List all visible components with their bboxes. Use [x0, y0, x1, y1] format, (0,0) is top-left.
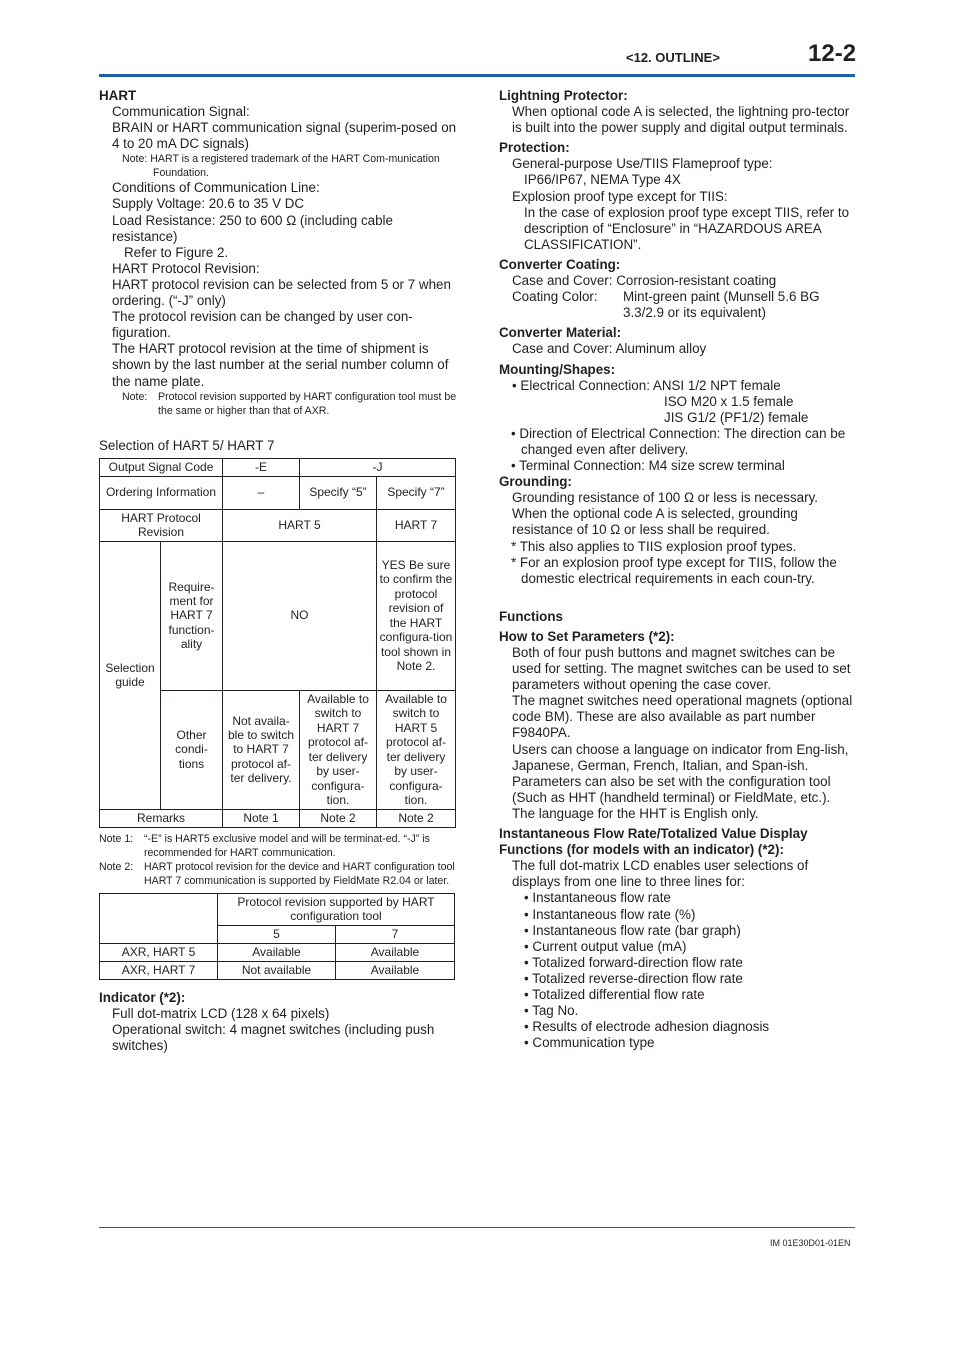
cell-axr-hart5-5: Available	[218, 943, 336, 961]
document-id: IM 01E30D01-01EN	[770, 1238, 851, 1248]
protocol-rev-text2: The protocol revision can be changed by user con-figuration.	[112, 309, 413, 341]
grounding-text: Grounding resistance of 100 Ω or less is necessary. When the optional code A is selected, grounding resistance of 10 Ω or less shall be required.	[512, 490, 818, 538]
list-item: • Totalized reverse-direction flow rate	[524, 970, 743, 986]
note1-text: “-E” is HART5 exclusive model and will be terminat-ed. “-J” is recommended for HART communication.	[144, 832, 430, 859]
list-item: • Current output value (mA)	[524, 938, 687, 954]
note1	[99, 832, 459, 860]
cell-specify-7: Specify “7”	[377, 476, 456, 509]
indicator-heading: Indicator (*2):	[99, 989, 186, 1005]
note2-label: Note 2:	[99, 860, 134, 873]
coating-color	[499, 289, 855, 321]
display-heading: Instantaneous Flow Rate/Totalized Value Display Functions (for models with an indicator) (*2):	[499, 826, 808, 858]
load-resistance: Load Resistance: 250 to 600 Ω (including cable resistance)	[112, 212, 393, 244]
cell-remark-e: Note 1	[223, 809, 300, 827]
list-item: • Instantaneous flow rate (%)	[524, 906, 696, 922]
cell-other-label: Other condi-tions	[161, 690, 223, 809]
mount-electrical-iso: ISO M20 x 1.5 female	[664, 393, 794, 409]
cell-remark-j5: Note 2	[300, 809, 377, 827]
cell-selection-guide: Selection guide	[100, 541, 161, 809]
protection-ip: IP66/IP67, NEMA Type 4X	[524, 172, 681, 188]
cell-blank	[100, 893, 218, 943]
cell-remarks: Remarks	[100, 809, 223, 827]
left-column	[99, 88, 459, 1054]
cell-col-7: 7	[336, 925, 455, 943]
comm-signal-label: Communication Signal:	[112, 104, 250, 120]
cell-config-header: Protocol revision supported by HART configuration tool	[218, 893, 455, 925]
coating-color-text: Mint-green paint (Munsell 5.6 BG 3.3/2.9 or its equivalent)	[623, 289, 820, 321]
display-intro: The full dot-matrix LCD enables user selections of displays from one line to three lines for:	[512, 858, 809, 890]
note2-text1: HART protocol revision for the device and HART configuration tool	[144, 860, 455, 873]
trademark-note: Note: HART is a registered trademark of the HART Com-munication Foundation.	[122, 153, 440, 180]
how-heading: How to Set Parameters (*2):	[499, 628, 675, 644]
list-item: • Results of electrode adhesion diagnosis	[524, 1019, 770, 1035]
supply-voltage: Supply Voltage: 20.6 to 35 V DC	[112, 196, 305, 212]
cell-hart5: HART 5	[223, 509, 377, 541]
protocol-rev-text3: The HART protocol revision at the time of shipment is shown by the last number at the serial number column of the name plate.	[112, 341, 449, 389]
indicator-lcd: Full dot-matrix LCD (128 x 64 pixels)	[112, 1005, 330, 1021]
cell-requirement-yes: YES Be sure to confirm the protocol revision of the HART configura-tion tool shown in Note 2.	[377, 541, 456, 690]
conditions-label: Conditions of Communication Line:	[112, 180, 320, 196]
coating-heading: Converter Coating:	[499, 256, 621, 272]
grounding-star1: * This also applies to TIIS explosion proof types.	[511, 538, 797, 554]
cell-col-5: 5	[218, 925, 336, 943]
config-note-label: Note:	[122, 390, 148, 403]
footer-rule	[99, 1227, 855, 1228]
protection-ex: Explosion proof type except for TIIS:	[512, 188, 728, 204]
list-item: • Instantaneous flow rate	[524, 890, 671, 906]
cell-code-e: -E	[223, 458, 300, 476]
table-row	[100, 541, 456, 690]
mount-electrical: • Electrical Connection: ANSI 1/2 NPT female	[512, 377, 781, 393]
mount-direction: • Direction of Electrical Connection: The direction can be changed even after delivery.	[511, 425, 846, 457]
coating-case: Case and Cover: Corrosion-resistant coating	[512, 273, 777, 289]
cell-ordering-info: Ordering Information	[100, 476, 223, 509]
how-text2: The magnet switches need operational magnets (optional code BM). These are also available as part number F9840PA.	[512, 693, 853, 741]
page-number: 12-2	[808, 40, 857, 67]
list-item: • Instantaneous flow rate (bar graph)	[524, 922, 741, 938]
mount-terminal: • Terminal Connection: M4 size screw terminal	[511, 458, 785, 474]
config-tool-table	[99, 893, 455, 980]
cell-code-j: -J	[300, 458, 456, 476]
config-note	[99, 390, 459, 418]
how-text3: Users can choose a language on indicator from Eng-lish, Japanese, German, French, Italian, and Span-ish. Parameters can also be set with the configuration tool (Such as HHT (handheld terminal) or FieldMate, etc.). The language for the HHT is English only.	[512, 741, 849, 821]
cell-other-e: Not availa-ble to switch to HART 7 protocol af-ter delivery.	[223, 690, 300, 809]
cell-other-j5: Available to switch to HART 7 protocol af-ter delivery by user-configura-tion.	[300, 690, 377, 809]
grounding-star2: * For an explosion proof type except for TIIS, follow the domestic electrical requirements in each coun-try.	[511, 554, 837, 586]
material-text: Case and Cover: Aluminum alloy	[512, 341, 707, 357]
cell-axr-hart7-7: Available	[336, 961, 455, 979]
protection-ex-text: In the case of explosion proof type except TIIS, refer to description of “Enclosure” in “HAZARDOUS AREA CLASSIFICATION”.	[524, 204, 850, 252]
table-row	[100, 809, 456, 827]
note2-text2: HART 7 communication is supported by FieldMate R2.04 or later.	[144, 874, 450, 887]
coating-color-label: Coating Color:	[512, 289, 598, 305]
material-heading: Converter Material:	[499, 325, 622, 341]
hart-selection-table	[99, 458, 456, 828]
lightning-text: When optional code A is selected, the lightning pro-tector is built into the power supply and digital output terminals.	[512, 104, 850, 136]
hart-heading: HART	[99, 88, 137, 103]
table-row	[100, 893, 455, 925]
protocol-rev-label: HART Protocol Revision:	[112, 260, 260, 276]
cell-ordering-e: –	[223, 476, 300, 509]
cell-axr-hart5: AXR, HART 5	[100, 943, 218, 961]
indicator-switch: Operational switch: 4 magnet switches (including push switches)	[112, 1021, 435, 1053]
cell-output-signal-code: Output Signal Code	[100, 458, 223, 476]
cell-requirement-no: NO	[223, 541, 377, 690]
list-item: • Tag No.	[524, 1003, 579, 1019]
table-row	[100, 961, 455, 979]
mounting-heading: Mounting/Shapes:	[499, 361, 616, 377]
cell-axr-hart5-7: Available	[336, 943, 455, 961]
list-item: • Communication type	[524, 1035, 655, 1051]
table-row	[100, 509, 456, 541]
note1-label: Note 1:	[99, 832, 134, 845]
list-item: • Totalized forward-direction flow rate	[524, 954, 743, 970]
cell-axr-hart7: AXR, HART 7	[100, 961, 218, 979]
note2	[99, 860, 459, 888]
cell-specify-5: Specify “5”	[300, 476, 377, 509]
table-row	[100, 476, 456, 509]
comm-signal-text: BRAIN or HART communication signal (superim-posed on 4 to 20 mA DC signals)	[112, 120, 457, 152]
cell-protocol-revision: HART Protocol Revision	[100, 509, 223, 541]
cell-other-j7: Available to switch to HART 5 protocol af-ter delivery by user-configura-tion.	[377, 690, 456, 809]
right-column	[499, 88, 855, 1051]
table-row	[100, 943, 455, 961]
config-note-text: Protocol revision supported by HART configuration tool must be the same or higher than that of AXR.	[158, 390, 457, 417]
lightning-heading: Lightning Protector:	[499, 88, 628, 103]
section-title: <12. OUTLINE>	[626, 50, 720, 65]
protection-heading: Protection:	[499, 140, 570, 156]
selection-title: Selection of HART 5/ HART 7	[99, 437, 275, 453]
cell-requirement-label: Require-ment for HART 7 function-ality	[161, 541, 223, 690]
header-rule	[99, 74, 855, 77]
refer-figure: Refer to Figure 2.	[124, 244, 229, 260]
protection-general: General-purpose Use/TIIS Flameproof type:	[512, 156, 773, 172]
cell-hart7: HART 7	[377, 509, 456, 541]
grounding-heading: Grounding:	[499, 474, 572, 490]
table-row	[100, 458, 456, 476]
functions-heading: Functions	[499, 608, 563, 624]
mount-electrical-jis: JIS G1/2 (PF1/2) female	[664, 409, 809, 425]
cell-axr-hart7-5: Not available	[218, 961, 336, 979]
how-text1: Both of four push buttons and magnet switches can be used for setting. The magnet switches can be used to set parameters without opening the case cover.	[512, 645, 851, 693]
protocol-rev-text1: HART protocol revision can be selected from 5 or 7 when ordering. (“-J” only)	[112, 276, 451, 309]
list-item: • Totalized differential flow rate	[524, 986, 705, 1002]
cell-remark-j7: Note 2	[377, 809, 456, 827]
